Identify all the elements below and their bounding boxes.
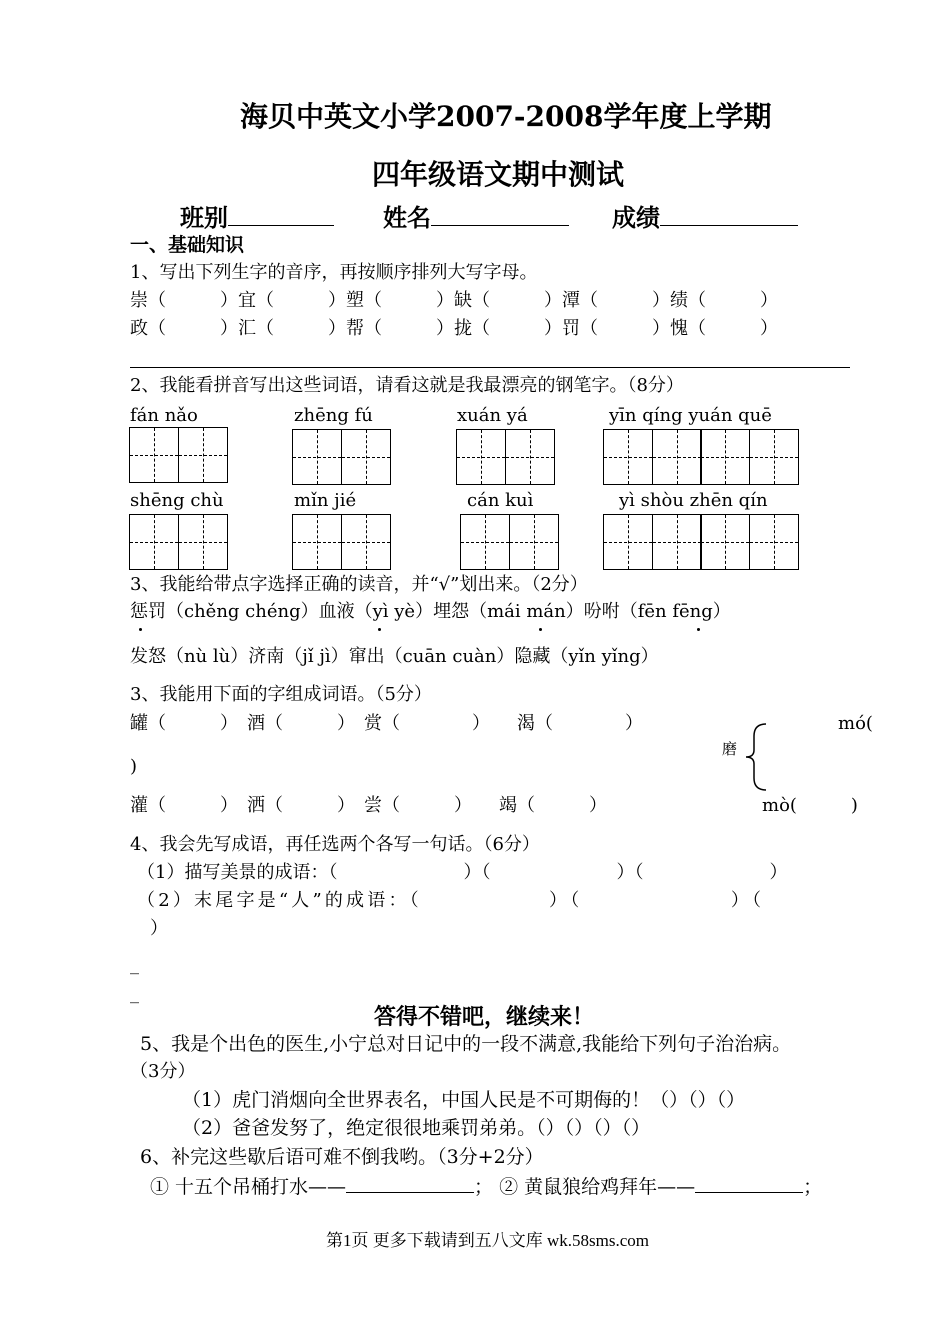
emphasis-dot	[378, 628, 381, 631]
class-blank[interactable]	[228, 225, 334, 226]
grid-cell[interactable]	[456, 429, 506, 485]
pinyin-label: cán kuì	[467, 490, 534, 511]
grid-cell[interactable]	[292, 514, 342, 570]
writing-grid[interactable]	[603, 429, 797, 485]
score-field	[612, 203, 798, 232]
q3b-row1-wrap: )	[130, 756, 138, 777]
grid-cell[interactable]	[700, 514, 750, 570]
pinyin-label: shēng chù	[130, 490, 224, 511]
title-line2: 四年级语文期中测试	[372, 158, 625, 191]
mo-character: 磨	[722, 740, 738, 758]
grid-cell[interactable]	[652, 514, 702, 570]
brace-icon	[742, 722, 772, 792]
score-label: 成绩	[612, 203, 660, 232]
title-line1: 海贝中英文小学2007-2008学年度上学期	[240, 100, 772, 133]
grid-cell[interactable]	[341, 429, 391, 485]
grid-cell[interactable]	[603, 514, 653, 570]
q4-line1[interactable]: （1）描写美景的成语：（ ）（ ）（ ）	[137, 862, 788, 883]
q6-item1: ① 十五个吊桶打水——	[150, 1176, 347, 1198]
q5-sentence1[interactable]: （1）虎门消烟向全世界表名，中国人民是不可期侮的！（）（）（）	[182, 1089, 746, 1111]
grid-cell[interactable]	[700, 429, 750, 485]
emphasis-dot	[539, 628, 542, 631]
q5-points: （3分）	[130, 1061, 196, 1082]
name-field	[383, 203, 569, 232]
q1-prompt: 1、写出下列生字的音序，再按顺序排列大写字母。	[130, 262, 538, 283]
score-blank[interactable]	[660, 225, 798, 226]
q4-line2[interactable]: （2）末尾字是“人”的成语：（ ）（ ）（	[137, 890, 765, 911]
pinyin-label: mǐn jié	[294, 490, 357, 511]
grid-cell[interactable]	[749, 429, 799, 485]
emphasis-dot	[139, 628, 142, 631]
q3b-row2-end[interactable]: mò( )	[762, 795, 858, 816]
q3b-row1[interactable]: 罐（ ） 酒（ ） 赏（ ） 渴（ ）	[130, 713, 643, 734]
pinyin-label: fán nǎo	[130, 405, 198, 426]
q1-row2[interactable]: 政（ ）汇（ ）帮（ ）拢（ ）罚（ ）愧（ ）	[130, 318, 778, 339]
q3b-row2[interactable]: 灌（ ） 洒（ ） 尝（ ） 竭（ ）	[130, 795, 607, 816]
q3b-row1-end[interactable]: mó(	[838, 713, 873, 734]
page-footer: 第1页 更多下载请到五八文库 wk.58sms.com	[326, 1231, 649, 1250]
writing-grid[interactable]	[292, 514, 389, 570]
q3b-prompt: 3、我能用下面的字组成词语。（5分）	[130, 684, 432, 705]
emphasis-dot	[697, 628, 700, 631]
q1-answer-line[interactable]	[130, 367, 850, 368]
grid-cell[interactable]	[603, 429, 653, 485]
grid-cell[interactable]	[129, 514, 179, 570]
writing-grid[interactable]	[129, 514, 226, 570]
grid-cell[interactable]	[178, 514, 228, 570]
q4-dash: _	[130, 983, 139, 1004]
q1-row1[interactable]: 崇（ ）宜（ ）塑（ ）缺（ ）潭（ ）绩（ ）	[130, 290, 778, 311]
pinyin-label: zhēng fú	[294, 405, 373, 426]
q6-blank2[interactable]	[695, 1192, 803, 1193]
pinyin-label: xuán yá	[457, 405, 528, 426]
name-label: 姓名	[383, 203, 431, 232]
q4-prompt: 4、我会先写成语，再任选两个各写一句话。（6分）	[130, 834, 540, 855]
q3a-prompt: 3、我能给带点字选择正确的读音，并“√”划出来。（2分）	[130, 574, 588, 595]
q4-dash: _	[130, 954, 139, 975]
q6-prompt: 6、补完这些歇后语可难不倒我哟。（3分+2分）	[140, 1146, 544, 1168]
grid-cell[interactable]	[178, 427, 228, 483]
grid-cell[interactable]	[460, 514, 510, 570]
grid-cell[interactable]	[292, 429, 342, 485]
name-blank[interactable]	[431, 225, 569, 226]
grid-cell[interactable]	[129, 427, 179, 483]
class-label: 班别	[180, 203, 228, 232]
grid-cell[interactable]	[652, 429, 702, 485]
grid-cell[interactable]	[341, 514, 391, 570]
q2-prompt: 2、我能看拼音写出这些词语，请看这就是我最漂亮的钢笔字。（8分）	[130, 375, 684, 396]
q3a-row2[interactable]: 发怒（nù lù）济南（jǐ jì）窜出（cuān cuàn）隐藏（yǐn yǐng）	[130, 646, 659, 667]
class-field	[180, 203, 334, 232]
q6-blank1[interactable]	[346, 1192, 474, 1193]
writing-grid[interactable]	[129, 427, 226, 483]
writing-grid[interactable]	[456, 429, 553, 485]
encourage-heading: 答得不错吧，继续来！	[374, 1004, 595, 1030]
q6-separator: ；	[474, 1176, 494, 1198]
q6-item2: ② 黄鼠狼给鸡拜年——	[499, 1176, 696, 1198]
q5-sentence2[interactable]: （2）爸爸发努了，绝定很很地乘罚弟弟。（）（）（）（）	[182, 1117, 651, 1139]
q3a-row1[interactable]: 惩罚（chěng chéng）血液（yì yè）埋怨（mái mán）吩咐（fēn fēng）	[130, 601, 731, 622]
grid-cell[interactable]	[505, 429, 555, 485]
grid-cell[interactable]	[509, 514, 559, 570]
section-heading: 一、基础知识	[130, 234, 245, 256]
writing-grid[interactable]	[292, 429, 389, 485]
pinyin-label: yì shòu zhēn qín	[619, 490, 768, 511]
writing-grid[interactable]	[460, 514, 557, 570]
q4-line2-wrap: ）	[150, 918, 168, 939]
pinyin-label: yīn qíng yuán quē	[609, 405, 772, 426]
q5-prompt: 5、我是个出色的医生,小宁总对日记中的一段不满意,我能给下列句子治治病。	[140, 1033, 792, 1055]
writing-grid[interactable]	[603, 514, 797, 570]
grid-cell[interactable]	[749, 514, 799, 570]
q6-items	[150, 1178, 822, 1197]
q6-end: ；	[803, 1176, 823, 1198]
